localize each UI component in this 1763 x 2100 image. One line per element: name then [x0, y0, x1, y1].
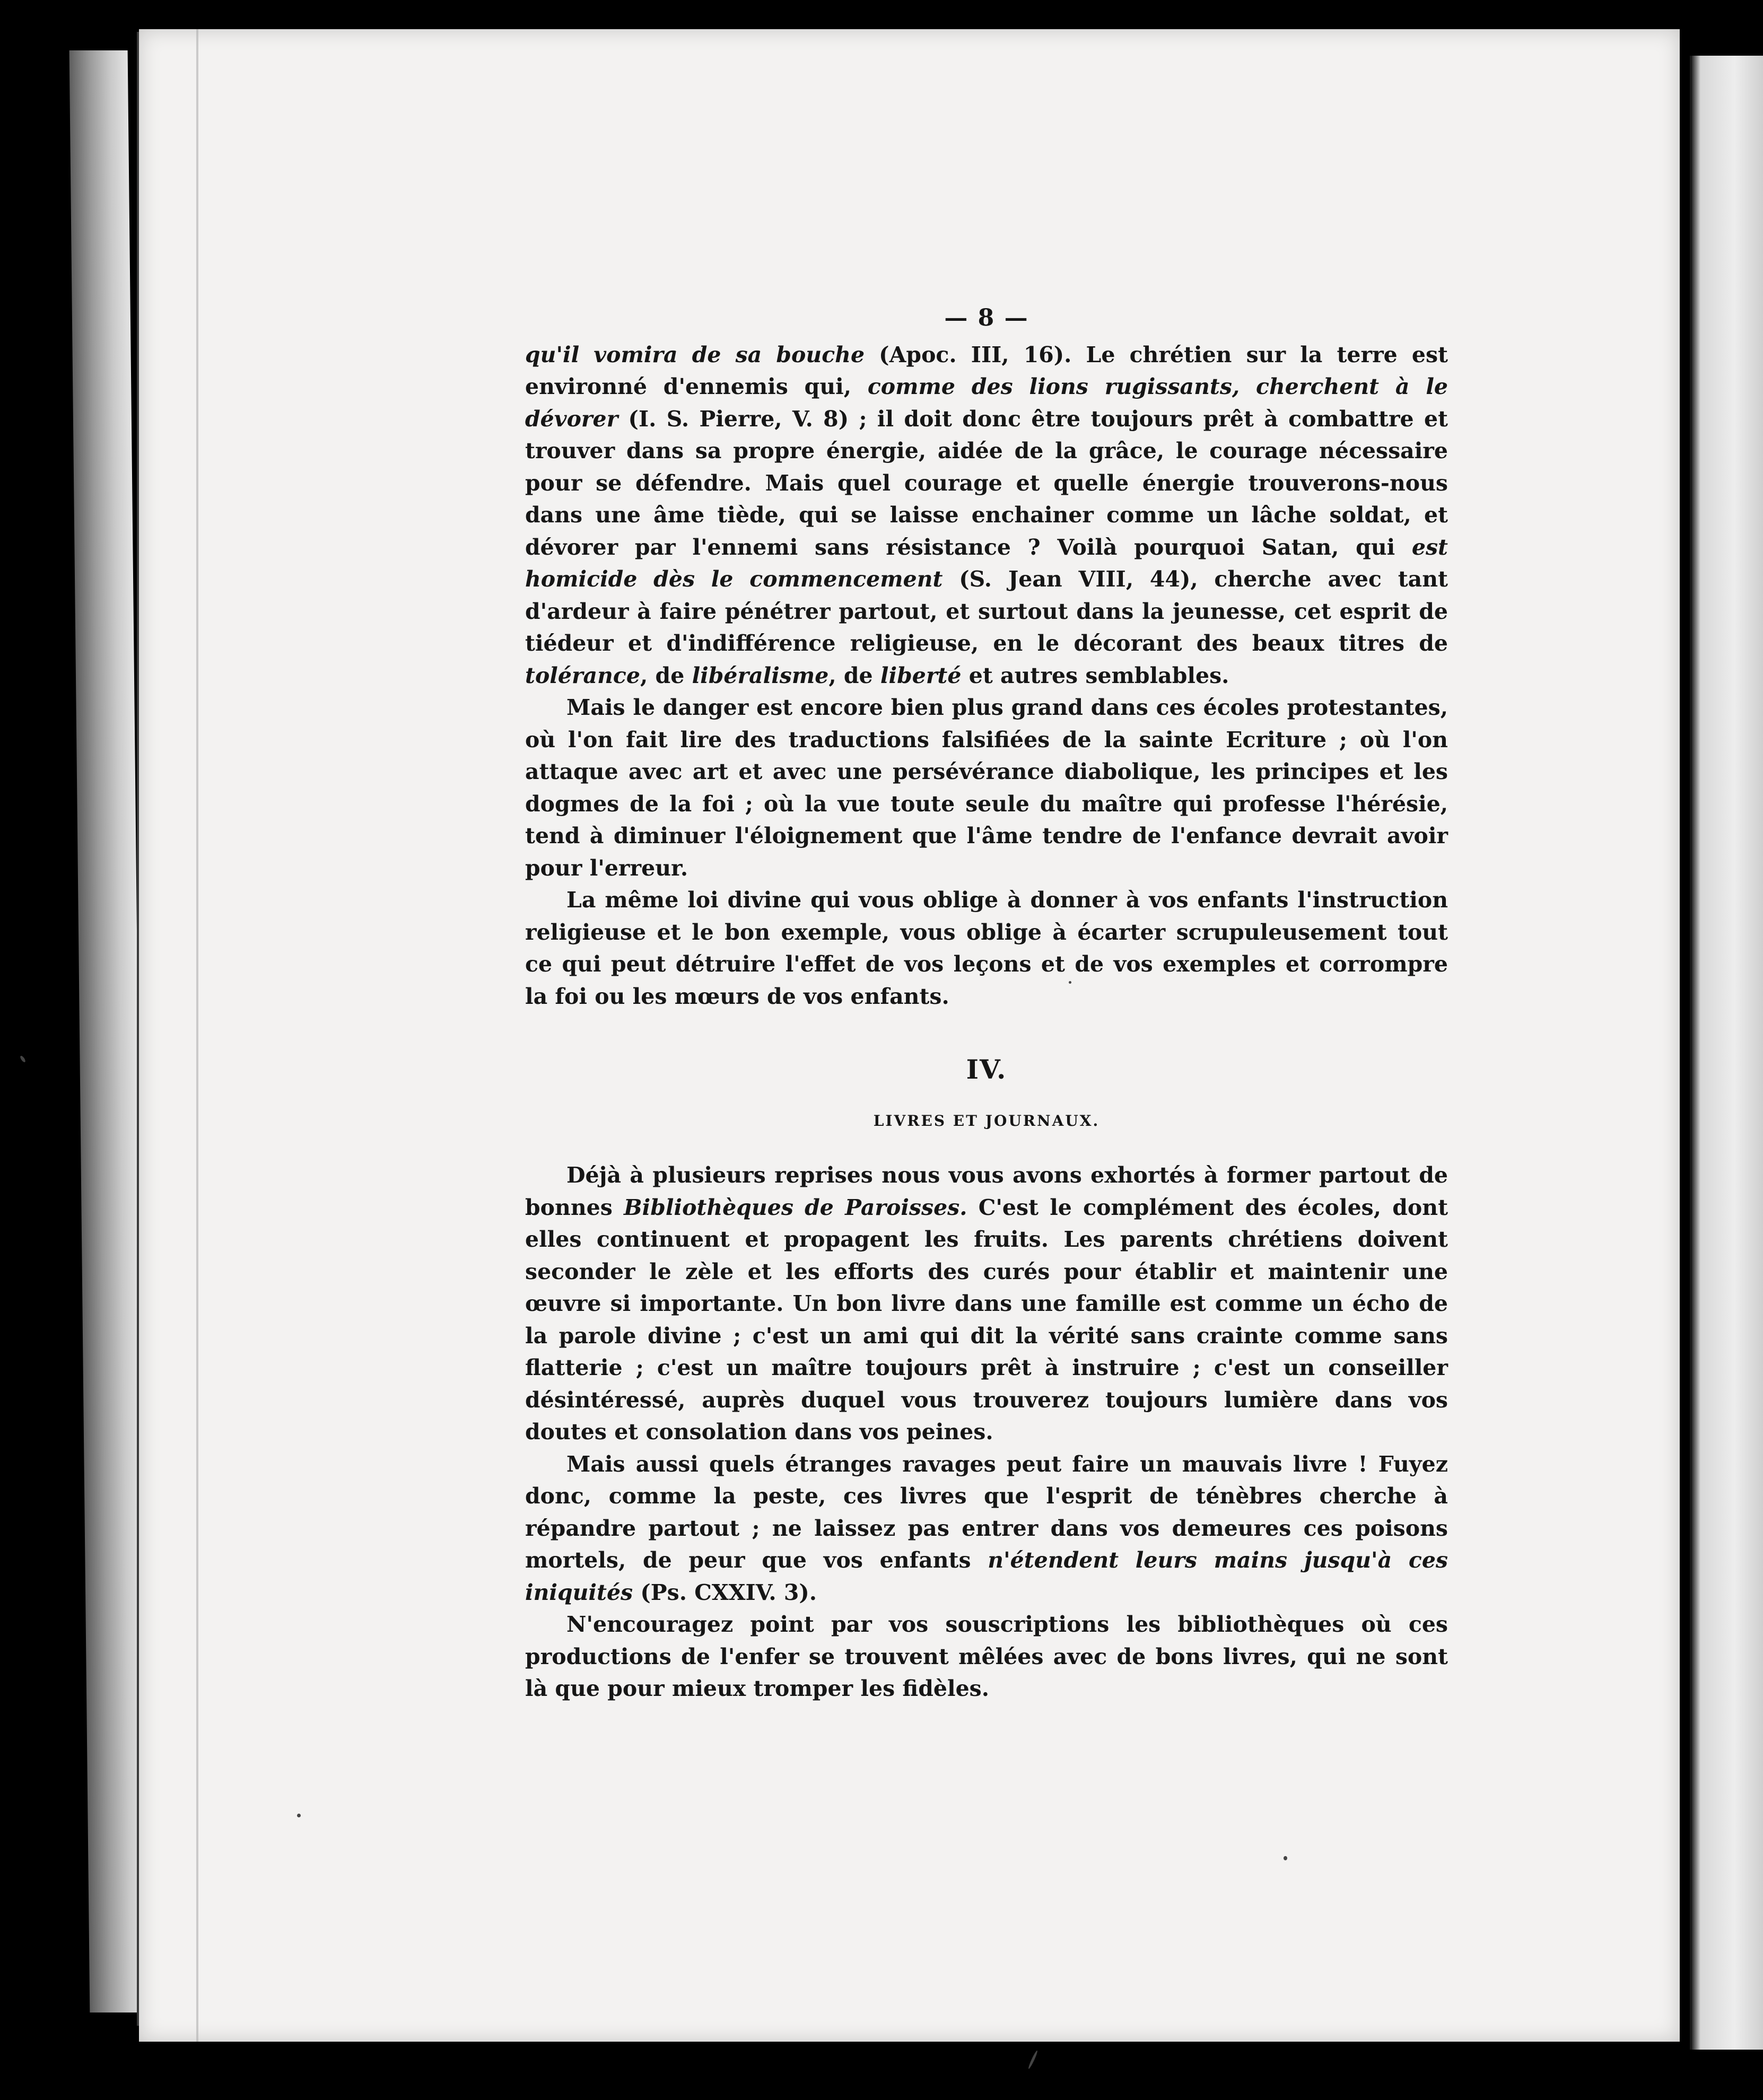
paragraph	[525, 692, 1448, 884]
text-run: (I. S. Pierre, V. 8) ; il doit donc être toujours prêt à combattre et trouver dans sa propre énergie, aidée de la grâce, le courage nécessaire pour se défendre. Mais quel courage et quelle énergie trouverons-nous dans une âme tiède, qui se laisse enchainer comme un lâche soldat, et dévorer par l'ennemi sans résistance ? Voilà pourquoi Satan, qui	[525, 406, 1448, 560]
text-run: (Apoc. III, 16). Le chrétien sur la terre est environné d'ennemis qui,	[525, 342, 1448, 399]
text-run: et autres semblables.	[961, 662, 1229, 688]
italic-text-run: est homicide dès le commencement	[525, 534, 1448, 592]
text-run: , de	[640, 662, 692, 688]
italic-text-run: n'étendent leurs mains jusqu'à ces iniquités	[525, 1547, 1448, 1605]
italic-text-run: qu'il vomira de sa bouche	[525, 342, 865, 368]
text-run: Déjà à plusieurs reprises nous vous avons exhortés à former partout de bonnes	[525, 1162, 1448, 1220]
italic-text-run: Bibliothèques de Paroisses.	[624, 1194, 967, 1220]
section-number: IV.	[966, 1054, 1007, 1085]
italic-text-run: liberté	[880, 662, 962, 688]
page-text-block	[525, 302, 1448, 1705]
section-4-body	[525, 1159, 1448, 1705]
italic-text-run: comme des lions rugissants, cherchent à le dévorer	[525, 374, 1448, 432]
italic-text-run: libéralisme	[692, 662, 829, 688]
page-number: — 8 —	[944, 304, 1029, 331]
section-title: LIVRES ET JOURNAUX.	[873, 1112, 1100, 1130]
italic-text-run: tolérance	[525, 662, 640, 688]
paragraph	[525, 1608, 1448, 1705]
paragraph	[525, 884, 1448, 1012]
text-run: Mais aussi quels étranges ravages peut faire un mauvais livre ! Fuyez donc, comme la peste, ces livres que l'esprit de ténèbres cherche à répandre partout ; ne laissez pas entrer dans vos demeures ces poisons mortels, de peur que vos enfants	[525, 1451, 1448, 1573]
text-run: C'est le complément des écoles, dont elles continuent et propagent les fruits. Les parents chrétiens doivent seconder le zèle et les efforts des curés pour établir et maintenir une œuvre si importante. Un bon livre dans une famille est comme un écho de la parole divine ; c'est un ami qui dit la vérité sans crainte comme sans flatterie ; c'est un maître toujours prêt à instruire ; c'est un conseiller désintéressé, auprès duquel vous trouverez toujours lumière dans vos doutes et consolation dans vos peines.	[525, 1194, 1448, 1445]
text-run: , de	[828, 662, 880, 688]
adjacent-page-edge	[1692, 56, 1763, 2050]
paragraph	[525, 1448, 1448, 1609]
paragraph	[525, 339, 1448, 692]
paragraph	[525, 1159, 1448, 1448]
page-fold-line	[196, 29, 198, 2042]
text-run: N'encouragez point par vos souscriptions les bibliothèques où ces productions de l'enfer se trouvent mêlées avec de bons livres, qui ne sont là que pour mieux tromper les fidèles.	[525, 1612, 1448, 1701]
text-run: (S. Jean VIII, 44), cherche avec tant d'ardeur à faire pénétrer partout, et surtout dans la jeunesse, cet esprit de tiédeur et d'indifférence religieuse, en le décorant des beaux titres de	[525, 566, 1448, 656]
section-3-body	[525, 339, 1448, 1013]
text-run: (Ps. CXXIV. 3).	[633, 1579, 817, 1605]
text-run: Mais le danger est encore bien plus grand dans ces écoles protestantes, où l'on fait lire des traductions falsifiées de la sainte Ecriture ; où l'on attaque avec art et avec une persévérance diabolique, les principes et les dogmes de la foi ; où la vue toute seule du maître qui professe l'hérésie, tend à diminuer l'éloignement que l'âme tendre de l'enfance devrait avoir pour l'erreur.	[525, 695, 1448, 881]
text-run: La même loi divine qui vous oblige à donner à vos enfants l'instruction religieuse et le bon exemple, vous oblige à écarter scrupuleusement tout ce qui peut détruire l'effet de vos leçons et de vos exemples et corrompre la foi ou les mœurs de vos enfants.	[525, 887, 1448, 1009]
